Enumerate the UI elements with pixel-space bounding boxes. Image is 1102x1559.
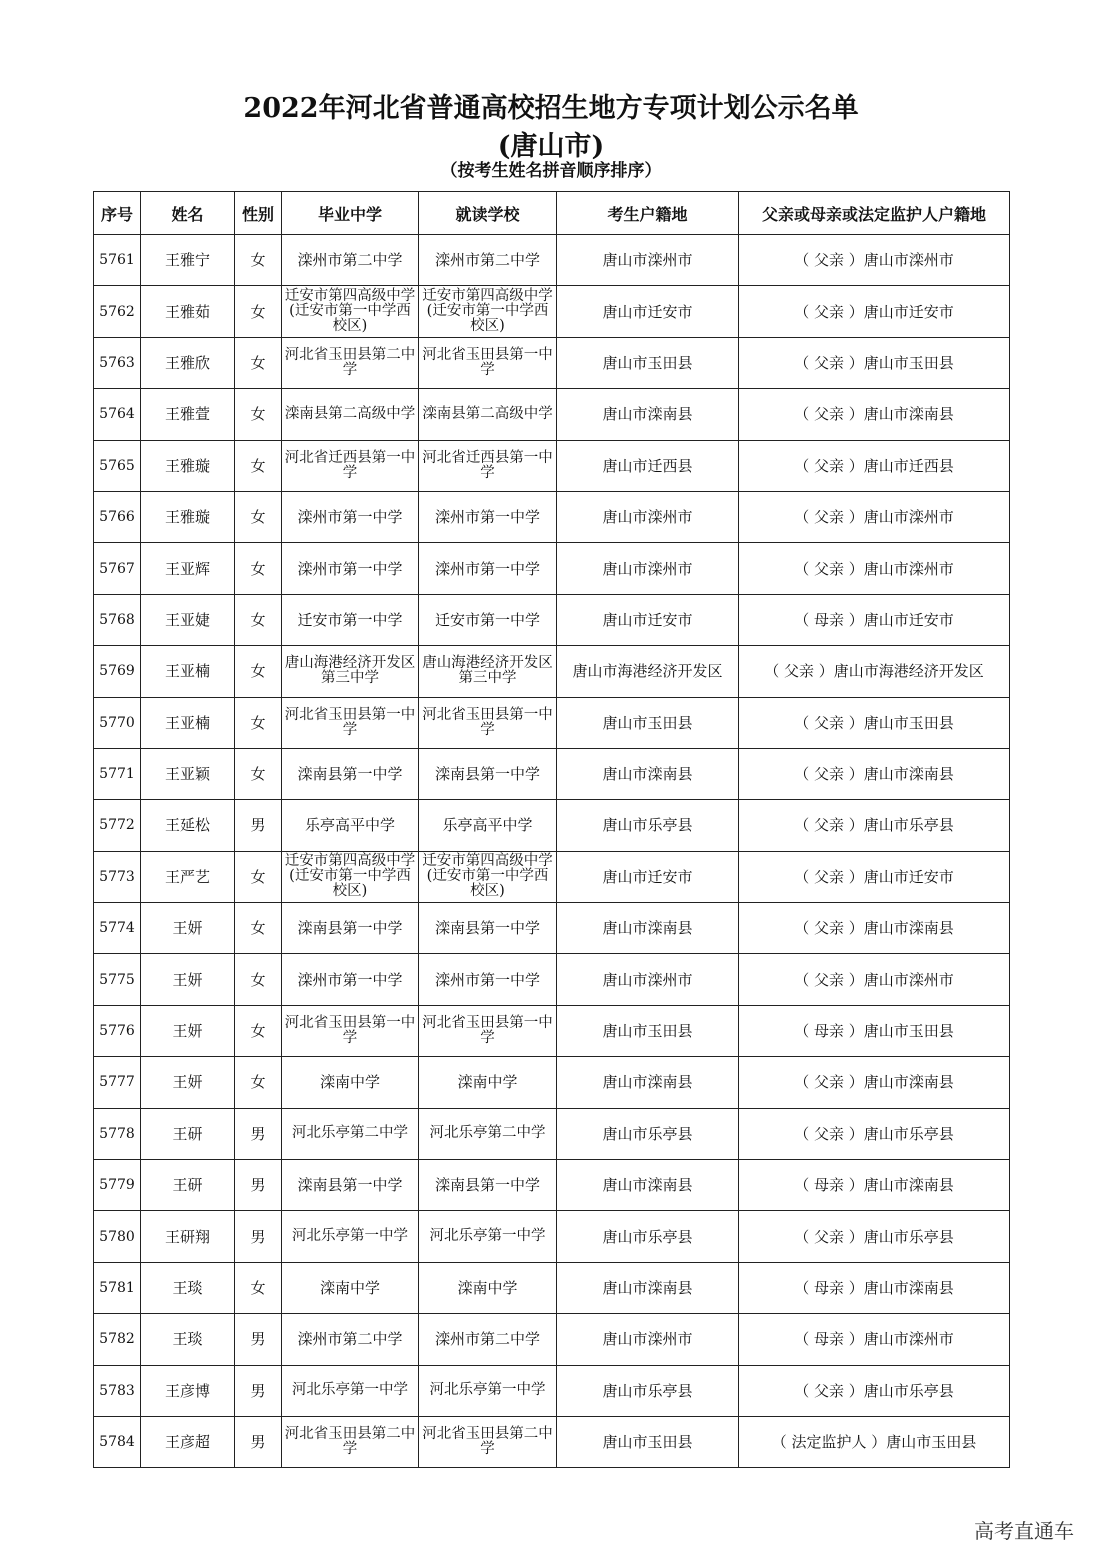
cell-gender: 女 [235, 543, 282, 594]
cell-graduation-school: 河北乐亭第一中学 [282, 1365, 419, 1416]
cell-household-registration: 唐山市玉田县 [557, 697, 739, 748]
cell-gender: 女 [235, 286, 282, 337]
cell-index: 5768 [94, 594, 141, 645]
cell-guardian-registration: （ 母亲 ）唐山市迁安市 [739, 594, 1010, 645]
cell-graduation-school: 河北乐亭第一中学 [282, 1211, 419, 1262]
cell-graduation-school: 滦南县第一中学 [282, 903, 419, 954]
cell-index: 5761 [94, 235, 141, 286]
cell-gender: 男 [235, 1160, 282, 1211]
table-row [94, 1416, 1010, 1467]
cell-name: 王妍 [141, 1005, 235, 1056]
cell-current-school: 滦南县第一中学 [419, 748, 557, 799]
cell-guardian-registration: （ 父亲 ）唐山市乐亭县 [739, 1211, 1010, 1262]
cell-index: 5764 [94, 389, 141, 440]
cell-current-school: 河北乐亭第一中学 [419, 1365, 557, 1416]
table-row [94, 594, 1010, 645]
cell-graduation-school: 滦南中学 [282, 1057, 419, 1108]
cell-name: 王妍 [141, 1057, 235, 1108]
cell-name: 王亚辉 [141, 543, 235, 594]
cell-gender: 女 [235, 851, 282, 902]
cell-household-registration: 唐山市玉田县 [557, 1416, 739, 1467]
table-row [94, 491, 1010, 542]
cell-current-school: 河北乐亭第二中学 [419, 1108, 557, 1159]
cell-graduation-school: 滦州市第一中学 [282, 543, 419, 594]
column-header-current-school: 就读学校 [419, 192, 557, 235]
cell-guardian-registration: （ 父亲 ）唐山市滦州市 [739, 491, 1010, 542]
cell-graduation-school: 迁安市第四高级中学(迁安市第一中学西校区) [282, 286, 419, 337]
cell-name: 王亚楠 [141, 646, 235, 697]
cell-current-school: 乐亭高平中学 [419, 800, 557, 851]
cell-name: 王琰 [141, 1314, 235, 1365]
cell-gender: 男 [235, 1211, 282, 1262]
table-row [94, 1211, 1010, 1262]
cell-household-registration: 唐山市滦南县 [557, 1160, 739, 1211]
cell-index: 5775 [94, 954, 141, 1005]
cell-gender: 男 [235, 1365, 282, 1416]
cell-current-school: 滦州市第二中学 [419, 235, 557, 286]
cell-gender: 女 [235, 1057, 282, 1108]
cell-index: 5762 [94, 286, 141, 337]
column-header-index: 序号 [94, 192, 141, 235]
cell-name: 王妍 [141, 903, 235, 954]
cell-index: 5782 [94, 1314, 141, 1365]
table-row [94, 1160, 1010, 1211]
cell-guardian-registration: （ 父亲 ）唐山市乐亭县 [739, 800, 1010, 851]
cell-graduation-school: 滦州市第二中学 [282, 235, 419, 286]
cell-graduation-school: 河北省玉田县第二中学 [282, 337, 419, 388]
table-row [94, 1057, 1010, 1108]
cell-guardian-registration: （ 父亲 ）唐山市迁西县 [739, 440, 1010, 491]
cell-index: 5780 [94, 1211, 141, 1262]
table-header-row [94, 192, 1010, 235]
cell-guardian-registration: （ 父亲 ）唐山市乐亭县 [739, 1108, 1010, 1159]
roster-table [93, 191, 1010, 1468]
cell-guardian-registration: （ 母亲 ）唐山市滦南县 [739, 1262, 1010, 1313]
cell-index: 5781 [94, 1262, 141, 1313]
cell-graduation-school: 迁安市第四高级中学(迁安市第一中学西校区) [282, 851, 419, 902]
column-header-gender: 性别 [235, 192, 282, 235]
cell-graduation-school: 迁安市第一中学 [282, 594, 419, 645]
cell-current-school: 滦南中学 [419, 1262, 557, 1313]
cell-index: 5774 [94, 903, 141, 954]
cell-household-registration: 唐山市乐亭县 [557, 800, 739, 851]
table-row [94, 337, 1010, 388]
cell-gender: 女 [235, 954, 282, 1005]
sort-note: （按考生姓名拼音顺序排序） [440, 161, 662, 181]
cell-current-school: 河北省玉田县第一中学 [419, 337, 557, 388]
cell-name: 王亚婕 [141, 594, 235, 645]
column-header-household-registration: 考生户籍地 [557, 192, 739, 235]
cell-index: 5767 [94, 543, 141, 594]
cell-name: 王妍 [141, 954, 235, 1005]
cell-household-registration: 唐山市滦州市 [557, 1314, 739, 1365]
cell-current-school: 滦州市第二中学 [419, 1314, 557, 1365]
cell-household-registration: 唐山市迁安市 [557, 286, 739, 337]
cell-current-school: 滦南县第一中学 [419, 903, 557, 954]
table-row [94, 646, 1010, 697]
cell-graduation-school: 滦州市第二中学 [282, 1314, 419, 1365]
cell-index: 5769 [94, 646, 141, 697]
cell-guardian-registration: （ 父亲 ）唐山市滦南县 [739, 1057, 1010, 1108]
cell-index: 5779 [94, 1160, 141, 1211]
cell-gender: 女 [235, 697, 282, 748]
cell-current-school: 滦州市第一中学 [419, 543, 557, 594]
cell-current-school: 迁安市第四高级中学(迁安市第一中学西校区) [419, 851, 557, 902]
cell-index: 5773 [94, 851, 141, 902]
cell-current-school: 河北乐亭第一中学 [419, 1211, 557, 1262]
column-header-graduation-school: 毕业中学 [282, 192, 419, 235]
cell-current-school: 河北省玉田县第一中学 [419, 697, 557, 748]
cell-household-registration: 唐山市滦州市 [557, 954, 739, 1005]
cell-graduation-school: 滦州市第一中学 [282, 491, 419, 542]
cell-current-school: 滦南县第二高级中学 [419, 389, 557, 440]
cell-gender: 女 [235, 389, 282, 440]
page-title: 2022年河北省普通高校招生地方专项计划公示名单 [243, 93, 859, 124]
cell-name: 王研翔 [141, 1211, 235, 1262]
cell-name: 王琰 [141, 1262, 235, 1313]
cell-household-registration: 唐山市滦州市 [557, 491, 739, 542]
cell-current-school: 滦南中学 [419, 1057, 557, 1108]
cell-guardian-registration: （ 父亲 ）唐山市滦南县 [739, 903, 1010, 954]
cell-current-school: 河北省玉田县第二中学 [419, 1416, 557, 1467]
cell-current-school: 滦州市第一中学 [419, 954, 557, 1005]
table-row [94, 543, 1010, 594]
cell-household-registration: 唐山市滦南县 [557, 389, 739, 440]
cell-name: 王研 [141, 1160, 235, 1211]
cell-graduation-school: 河北省玉田县第二中学 [282, 1416, 419, 1467]
cell-index: 5766 [94, 491, 141, 542]
cell-graduation-school: 唐山海港经济开发区第三中学 [282, 646, 419, 697]
cell-name: 王延松 [141, 800, 235, 851]
cell-household-registration: 唐山市乐亭县 [557, 1108, 739, 1159]
cell-guardian-registration: （ 父亲 ）唐山市乐亭县 [739, 1365, 1010, 1416]
table-row [94, 440, 1010, 491]
cell-household-registration: 唐山市滦州市 [557, 543, 739, 594]
cell-name: 王雅茹 [141, 286, 235, 337]
cell-gender: 女 [235, 594, 282, 645]
cell-graduation-school: 河北省迁西县第一中学 [282, 440, 419, 491]
cell-gender: 女 [235, 1262, 282, 1313]
cell-name: 王雅璇 [141, 440, 235, 491]
cell-household-registration: 唐山市海港经济开发区 [557, 646, 739, 697]
cell-current-school: 滦州市第一中学 [419, 491, 557, 542]
cell-index: 5765 [94, 440, 141, 491]
cell-gender: 男 [235, 1314, 282, 1365]
cell-current-school: 滦南县第一中学 [419, 1160, 557, 1211]
cell-graduation-school: 滦南县第二高级中学 [282, 389, 419, 440]
cell-index: 5772 [94, 800, 141, 851]
cell-name: 王雅璇 [141, 491, 235, 542]
cell-current-school: 迁安市第一中学 [419, 594, 557, 645]
column-header-guardian-registration: 父亲或母亲或法定监护人户籍地 [739, 192, 1010, 235]
cell-current-school: 迁安市第四高级中学(迁安市第一中学西校区) [419, 286, 557, 337]
cell-household-registration: 唐山市玉田县 [557, 337, 739, 388]
cell-guardian-registration: （ 母亲 ）唐山市玉田县 [739, 1005, 1010, 1056]
cell-graduation-school: 滦州市第一中学 [282, 954, 419, 1005]
cell-gender: 男 [235, 800, 282, 851]
cell-index: 5783 [94, 1365, 141, 1416]
cell-current-school: 河北省迁西县第一中学 [419, 440, 557, 491]
table-row [94, 954, 1010, 1005]
cell-guardian-registration: （ 父亲 ）唐山市迁安市 [739, 286, 1010, 337]
cell-index: 5763 [94, 337, 141, 388]
watermark: 高考直通车 [974, 1519, 1074, 1543]
cell-household-registration: 唐山市玉田县 [557, 1005, 739, 1056]
cell-gender: 女 [235, 646, 282, 697]
cell-graduation-school: 河北省玉田县第一中学 [282, 1005, 419, 1056]
cell-guardian-registration: （ 父亲 ）唐山市滦南县 [739, 748, 1010, 799]
cell-index: 5776 [94, 1005, 141, 1056]
cell-guardian-registration: （ 父亲 ）唐山市滦南县 [739, 389, 1010, 440]
cell-index: 5778 [94, 1108, 141, 1159]
cell-gender: 女 [235, 748, 282, 799]
cell-household-registration: 唐山市滦州市 [557, 235, 739, 286]
table-body [94, 235, 1010, 1468]
cell-name: 王彦博 [141, 1365, 235, 1416]
table-row [94, 1262, 1010, 1313]
cell-graduation-school: 乐亭高平中学 [282, 800, 419, 851]
cell-gender: 女 [235, 903, 282, 954]
table-row [94, 748, 1010, 799]
column-header-name: 姓名 [141, 192, 235, 235]
table-row [94, 903, 1010, 954]
cell-household-registration: 唐山市滦南县 [557, 1057, 739, 1108]
cell-guardian-registration: （ 父亲 ）唐山市海港经济开发区 [739, 646, 1010, 697]
cell-guardian-registration: （ 父亲 ）唐山市玉田县 [739, 697, 1010, 748]
cell-gender: 男 [235, 1108, 282, 1159]
cell-gender: 女 [235, 491, 282, 542]
cell-household-registration: 唐山市迁西县 [557, 440, 739, 491]
cell-guardian-registration: （ 父亲 ）唐山市滦州市 [739, 543, 1010, 594]
cell-name: 王雅欣 [141, 337, 235, 388]
page-subtitle: (唐山市) [497, 131, 605, 162]
cell-guardian-registration: （ 父亲 ）唐山市迁安市 [739, 851, 1010, 902]
cell-graduation-school: 滦南中学 [282, 1262, 419, 1313]
cell-gender: 女 [235, 1005, 282, 1056]
cell-name: 王亚颖 [141, 748, 235, 799]
cell-name: 王彦超 [141, 1416, 235, 1467]
cell-guardian-registration: （ 母亲 ）唐山市滦南县 [739, 1160, 1010, 1211]
cell-guardian-registration: （ 父亲 ）唐山市滦州市 [739, 235, 1010, 286]
cell-gender: 男 [235, 1416, 282, 1467]
cell-name: 王雅萱 [141, 389, 235, 440]
table-row [94, 1365, 1010, 1416]
cell-household-registration: 唐山市迁安市 [557, 851, 739, 902]
table-row [94, 235, 1010, 286]
cell-guardian-registration: （ 父亲 ）唐山市玉田县 [739, 337, 1010, 388]
cell-household-registration: 唐山市滦南县 [557, 748, 739, 799]
table-row [94, 697, 1010, 748]
cell-household-registration: 唐山市乐亭县 [557, 1211, 739, 1262]
cell-index: 5770 [94, 697, 141, 748]
cell-guardian-registration: （ 母亲 ）唐山市滦州市 [739, 1314, 1010, 1365]
cell-name: 王雅宁 [141, 235, 235, 286]
cell-graduation-school: 滦南县第一中学 [282, 1160, 419, 1211]
cell-current-school: 河北省玉田县第一中学 [419, 1005, 557, 1056]
cell-household-registration: 唐山市迁安市 [557, 594, 739, 645]
cell-graduation-school: 滦南县第一中学 [282, 748, 419, 799]
table-row [94, 1314, 1010, 1365]
cell-guardian-registration: （ 父亲 ）唐山市滦州市 [739, 954, 1010, 1005]
table-row [94, 286, 1010, 337]
table-row [94, 389, 1010, 440]
cell-gender: 女 [235, 440, 282, 491]
table-row [94, 1108, 1010, 1159]
cell-index: 5777 [94, 1057, 141, 1108]
cell-graduation-school: 河北省玉田县第一中学 [282, 697, 419, 748]
cell-name: 王研 [141, 1108, 235, 1159]
table-row [94, 851, 1010, 902]
cell-graduation-school: 河北乐亭第二中学 [282, 1108, 419, 1159]
cell-guardian-registration: （ 法定监护人 ）唐山市玉田县 [739, 1416, 1010, 1467]
cell-household-registration: 唐山市滦南县 [557, 903, 739, 954]
table-row [94, 1005, 1010, 1056]
table-row [94, 800, 1010, 851]
cell-index: 5784 [94, 1416, 141, 1467]
cell-household-registration: 唐山市滦南县 [557, 1262, 739, 1313]
cell-household-registration: 唐山市乐亭县 [557, 1365, 739, 1416]
cell-current-school: 唐山海港经济开发区第三中学 [419, 646, 557, 697]
cell-gender: 女 [235, 337, 282, 388]
cell-name: 王严艺 [141, 851, 235, 902]
cell-gender: 女 [235, 235, 282, 286]
cell-index: 5771 [94, 748, 141, 799]
cell-name: 王亚楠 [141, 697, 235, 748]
